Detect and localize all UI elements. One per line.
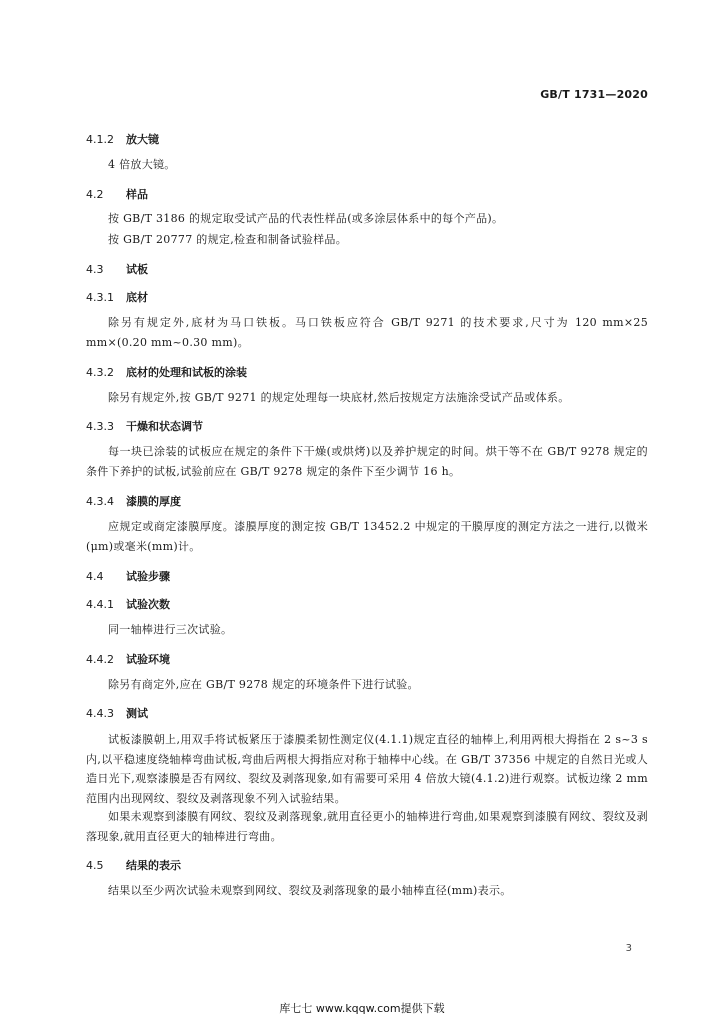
section-title: 漆膜的厚度 [126,495,181,508]
paragraph-4-3-1: 除另有规定外,底材为马口铁板。马口铁板应符合 GB/T 9271 的技术要求,尺寸为 120 mm×25 mm×(0.20 mm~0.30 mm)。 [86,316,648,349]
paragraph-4-4-3-b: 如果未观察到漆膜有网纹、裂纹及剥落现象,就用直径更小的轴棒进行弯曲,如果观察到漆膜有网纹、裂纹及剥落现象,就用直径更大的轴棒进行弯曲。 [86,810,648,843]
section-heading-4-4 [86,568,170,584]
section-number: 4.3 [86,263,104,276]
paragraph-4-1-2: 4 倍放大镜。 [108,158,176,171]
section-number: 4.4.1 [86,598,114,611]
paragraph-4-3-4: 应规定或商定漆膜厚度。漆膜厚度的测定按 GB/T 13452.2 中规定的干膜厚度的测定方法之一进行,以微米(μm)或毫米(mm)计。 [86,520,648,553]
download-watermark: 库七七 www.kqqw.com提供下载 [279,1002,445,1015]
section-number: 4.1.2 [86,133,114,146]
section-number: 4.3.1 [86,291,114,304]
paragraph-4-4-1: 同一轴棒进行三次试验。 [108,623,233,636]
section-title: 底材 [126,291,148,304]
paragraph-4-2-a: 按 GB/T 3186 的规定取受试产品的代表性样品(或多涂层体系中的每个产品)。 [108,212,504,225]
section-number: 4.3.3 [86,420,114,433]
section-title: 试板 [126,263,148,276]
section-heading-4-4-3 [86,705,148,721]
paragraph-4-4-3-a: 试板漆膜朝上,用双手将试板紧压于漆膜柔韧性测定仪(4.1.1)规定直径的轴棒上,利用两根大拇指在 2 s~3 s 内,以平稳速度绕轴棒弯曲试板,弯曲后两根大拇指应对称于轴棒中心线。在 GB/T 37356 中规定的自然日光或人造日光下,观察漆膜是否有网纹、裂纹及剥落现象,如有需要可采用 4 倍放大镜(4.1.2)进行观察。试板边缘 2 mm 范围内出现网纹、裂纹及剥落现象不列入试验结果。 [86,733,648,805]
paragraph-4-3-2: 除另有规定外,按 GB/T 9271 的规定处理每一块底材,然后按规定方法施涂受试产品或体系。 [108,391,570,404]
section-title: 试验环境 [126,653,170,666]
section-title: 测试 [126,707,148,720]
section-title: 样品 [126,188,148,201]
section-heading-4-2 [86,186,148,202]
section-number: 4.3.2 [86,366,114,379]
section-number: 4.4.3 [86,707,114,720]
section-title: 试验次数 [126,598,170,611]
standard-code: GB/T 1731—2020 [540,88,648,101]
section-heading-4-4-2 [86,651,170,667]
section-number: 4.4 [86,570,104,583]
page-number: 3 [625,943,632,954]
section-heading-4-4-1 [86,596,170,612]
section-title: 结果的表示 [126,859,181,872]
section-title: 放大镜 [126,133,159,146]
section-heading-4-3-2 [86,364,247,380]
section-number: 4.5 [86,859,104,872]
section-heading-4-1-2 [86,131,159,147]
paragraph-4-4-2: 除另有商定外,应在 GB/T 9278 规定的环境条件下进行试验。 [108,678,419,691]
section-title: 试验步骤 [126,570,170,583]
paragraph-4-2-b: 按 GB/T 20777 的规定,检查和制备试验样品。 [108,233,347,246]
section-heading-4-3-1 [86,289,148,305]
paragraph-4-5: 结果以至少两次试验未观察到网纹、裂纹及剥落现象的最小轴棒直径(mm)表示。 [108,884,512,897]
section-heading-4-5 [86,857,181,873]
section-heading-4-3-4 [86,493,181,509]
section-title: 干燥和状态调节 [126,420,203,433]
section-title: 底材的处理和试板的涂装 [126,366,247,379]
paragraph-4-3-3: 每一块已涂装的试板应在规定的条件下干燥(或烘烤)以及养护规定的时间。烘干等不在 GB/T 9278 规定的条件下养护的试板,试验前应在 GB/T 9278 规定的条件下至少调节 16 h。 [86,445,648,478]
section-number: 4.3.4 [86,495,114,508]
section-number: 4.4.2 [86,653,114,666]
section-number: 4.2 [86,188,104,201]
section-heading-4-3 [86,261,148,277]
section-heading-4-3-3 [86,418,203,434]
